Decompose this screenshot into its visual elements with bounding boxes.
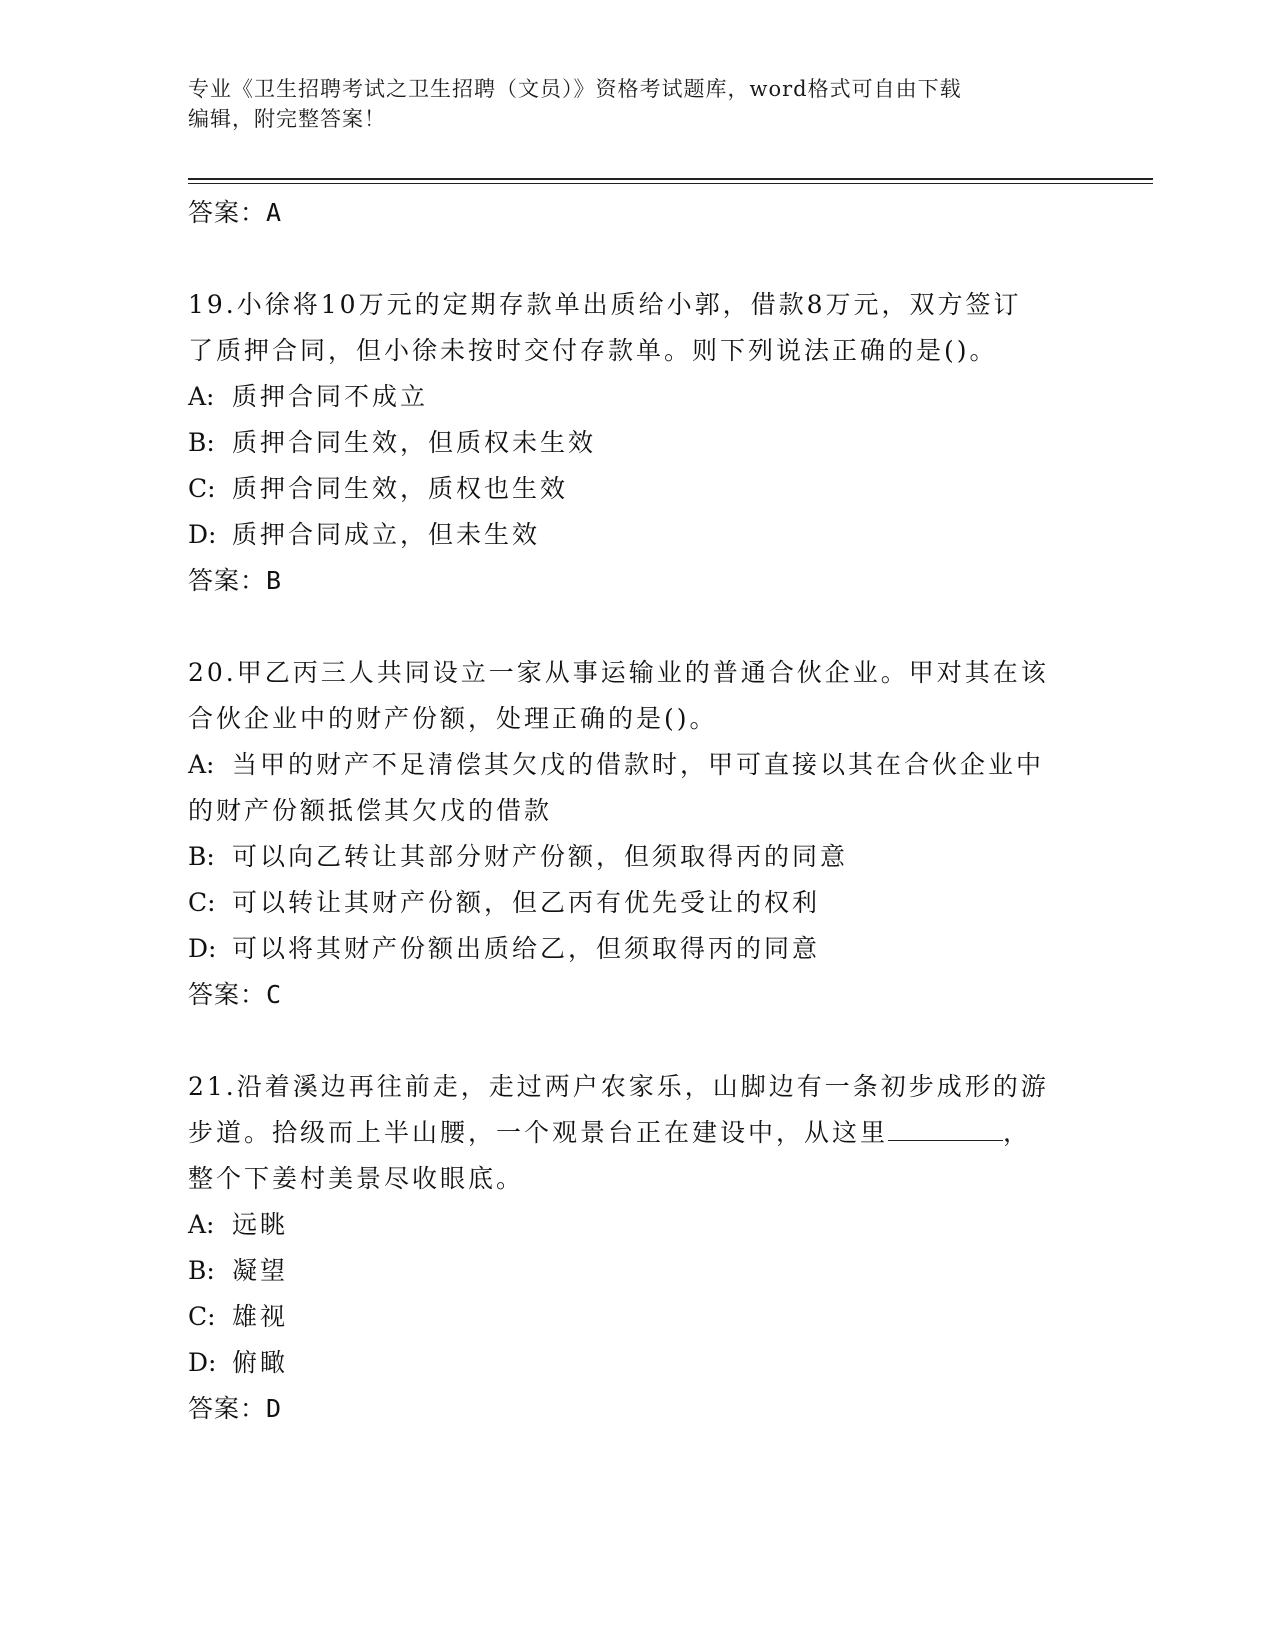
question-stem-line: 整个下姜村美景尽收眼底。 — [188, 1164, 525, 1193]
option-text: 当甲的财产不足清偿其欠戊的借款时，甲可直接以其在合伙企业中 — [232, 750, 1045, 779]
answer-line — [188, 558, 1088, 604]
answer-value: D — [266, 1394, 283, 1423]
answer-value: B — [266, 566, 283, 595]
header-line-2: 编辑，附完整答案！ — [188, 107, 386, 131]
option-key: C: — [188, 474, 216, 503]
question-stem-line: 21.沿着溪边再往前走，走过两户农家乐，山脚边有一条初步成形的游 — [188, 1072, 1049, 1101]
option-b — [188, 420, 1088, 466]
question-stem-line: 20.甲乙丙三人共同设立一家从事运输业的普通合伙企业。甲对其在该 — [188, 658, 1049, 687]
option-key: B: — [188, 1256, 215, 1285]
question-stem-line — [188, 1110, 1088, 1156]
header-line-1: 专业《卫生招聘考试之卫生招聘（文员）》资格考试题库，word格式可自由下载 — [188, 77, 962, 101]
answer-line — [188, 972, 1088, 1018]
question-stem-line: 合伙企业中的财产份额，处理正确的是()。 — [188, 704, 718, 733]
option-key: B: — [188, 842, 215, 871]
option-text: 俯瞰 — [232, 1348, 289, 1377]
option-text: 雄视 — [232, 1302, 289, 1331]
answer-label: 答案： — [188, 566, 267, 595]
option-b — [188, 834, 1088, 880]
option-a — [188, 742, 1088, 788]
question-20 — [188, 650, 1088, 1018]
option-d — [188, 1340, 1088, 1386]
option-text: 凝望 — [232, 1256, 289, 1285]
question-stem-line: 19.小徐将10万元的定期存款单出质给小郭，借款8万元，双方签订 — [188, 290, 1022, 319]
option-b — [188, 1248, 1088, 1294]
page-header — [188, 74, 1088, 134]
option-key: A: — [188, 1210, 215, 1239]
header-divider-thin — [188, 183, 1153, 184]
option-text: 远眺 — [232, 1210, 289, 1239]
main-content — [188, 190, 1088, 1432]
option-text: 可以转让其财产份额，但乙丙有优先受让的权利 — [232, 888, 821, 917]
option-key: C: — [188, 888, 216, 917]
answer-line — [188, 1386, 1088, 1432]
option-text: 质押合同生效，质权也生效 — [232, 474, 569, 503]
option-c — [188, 466, 1088, 512]
option-c — [188, 1294, 1088, 1340]
option-text: 质押合同不成立 — [232, 382, 429, 411]
option-a — [188, 1202, 1088, 1248]
option-key: A: — [188, 382, 215, 411]
question-stem-line: 了质押合同，但小徐未按时交付存款单。则下列说法正确的是()。 — [188, 336, 998, 365]
stem-text: ， — [1003, 1118, 1032, 1147]
option-text: 质押合同生效，但质权未生效 — [232, 428, 597, 457]
option-a — [188, 374, 1088, 420]
answer-label: 答案： — [188, 198, 267, 227]
answer-line — [188, 190, 1088, 236]
stem-text: 步道。拾级而上半山腰，一个观景台正在建设中，从这里 — [188, 1118, 889, 1147]
option-a-continued: 的财产份额抵偿其欠戊的借款 — [188, 796, 553, 825]
option-key: B: — [188, 428, 215, 457]
answer-label: 答案： — [188, 1394, 267, 1423]
option-key: D: — [188, 520, 217, 549]
header-divider — [188, 178, 1153, 180]
option-text: 质押合同成立，但未生效 — [232, 520, 541, 549]
option-d — [188, 512, 1088, 558]
option-text: 可以将其财产份额出质给乙，但须取得丙的同意 — [232, 934, 821, 963]
option-c — [188, 880, 1088, 926]
option-text: 可以向乙转让其部分财产份额，但须取得丙的同意 — [232, 842, 849, 871]
fill-in-blank — [888, 1116, 1003, 1141]
option-d — [188, 926, 1088, 972]
answer-value: A — [266, 198, 283, 227]
option-key: C: — [188, 1302, 216, 1331]
answer-label: 答案： — [188, 980, 267, 1009]
question-21 — [188, 1064, 1088, 1432]
option-key: D: — [188, 934, 217, 963]
option-key: D: — [188, 1348, 217, 1377]
answer-value: C — [266, 980, 283, 1009]
question-19 — [188, 282, 1088, 604]
option-key: A: — [188, 750, 215, 779]
